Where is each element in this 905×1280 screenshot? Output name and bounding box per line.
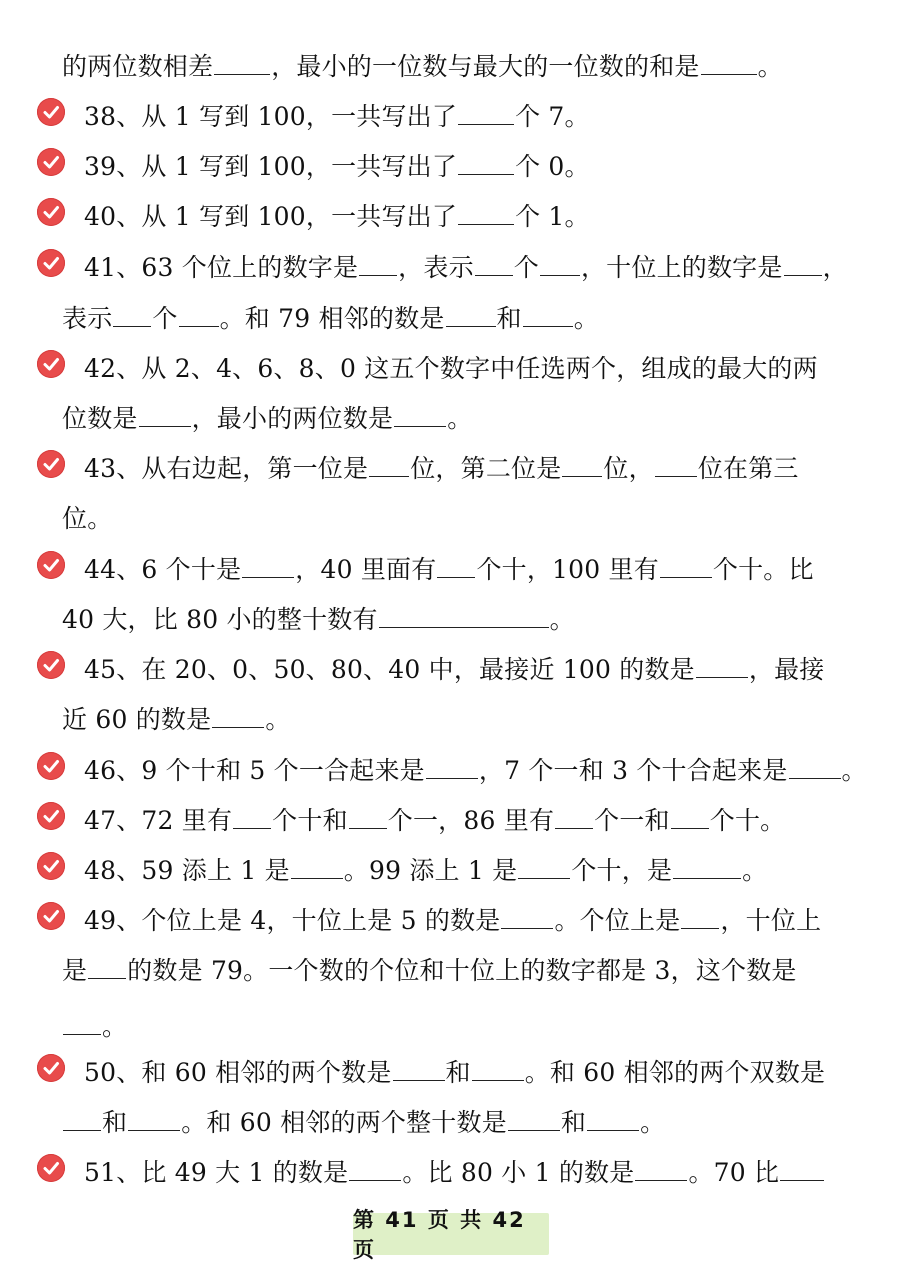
answer-blank	[63, 1098, 101, 1131]
text-segment: 位，	[603, 454, 654, 483]
text-segment: 的两位数相差	[62, 52, 214, 81]
text-segment: 46、9 个十和 5 个一合起来是	[84, 756, 425, 785]
question-44-line-1	[84, 545, 869, 595]
answer-blank	[113, 294, 151, 327]
text-segment: 。	[447, 404, 473, 433]
answer-blank	[458, 192, 514, 225]
answer-blank	[349, 1148, 401, 1181]
text-segment: 45、在 20、0、50、80、40 中，最接近 100 的数是	[84, 655, 695, 684]
text-segment: 40、从 1 写到 100，一共写出了	[84, 202, 458, 231]
text-segment: ，最小的一位数与最大的一位数的和是	[271, 52, 700, 81]
question-49-line-3	[62, 1002, 869, 1052]
text-segment: 43、从右边起，第一位是	[84, 454, 369, 483]
question-50-line-1	[84, 1048, 869, 1098]
answer-blank	[128, 1098, 180, 1131]
check-circle-icon	[37, 852, 65, 880]
answer-blank	[673, 846, 741, 879]
text-segment: 和	[560, 1108, 587, 1137]
question-47	[84, 796, 869, 846]
text-segment: ，十位上	[720, 906, 822, 935]
text-segment: 38、从 1 写到 100，一共写出了	[84, 102, 458, 131]
text-segment: 个一和	[594, 806, 670, 835]
text-segment: 和	[445, 1058, 471, 1087]
answer-blank	[242, 545, 294, 578]
question-43-line-1	[84, 444, 869, 494]
answer-blank	[349, 796, 387, 829]
question-46	[84, 746, 869, 796]
text-segment: 近 60 的数是	[62, 705, 212, 734]
answer-blank	[394, 394, 446, 427]
text-segment: ，十位上的数字是	[580, 253, 783, 282]
answer-blank	[359, 243, 397, 276]
answer-blank	[179, 294, 219, 327]
text-segment: 。	[549, 605, 575, 634]
text-segment: ，最接	[748, 655, 825, 684]
text-segment: 。	[757, 52, 783, 81]
answer-blank	[671, 796, 709, 829]
answer-blank	[696, 645, 748, 678]
text-segment: 51、比 49 大 1 的数是	[84, 1158, 349, 1187]
text-segment: 个十。比	[712, 555, 814, 584]
text-segment: 。比 80 小 1 的数是	[402, 1158, 635, 1187]
answer-blank	[681, 896, 719, 929]
text-segment: 位在第三	[697, 454, 799, 483]
answer-blank	[789, 746, 841, 779]
text-segment: 48、59 添上 1 是	[84, 856, 290, 885]
text-segment: ，7 个一和 3 个十合起来是	[478, 756, 788, 785]
question-48	[84, 846, 869, 896]
answer-blank	[379, 595, 549, 628]
text-segment: 个一，86 里有	[387, 806, 555, 835]
text-segment: ，表示	[398, 253, 474, 282]
check-circle-icon	[37, 651, 65, 679]
answer-blank	[780, 1148, 824, 1181]
check-circle-icon	[37, 98, 65, 126]
text-segment: 。个位上是	[554, 906, 681, 935]
question-40	[84, 192, 869, 242]
answer-blank	[562, 444, 602, 477]
answer-blank	[508, 1098, 560, 1131]
text-segment: 表示	[62, 304, 113, 333]
text-segment: 是	[62, 956, 88, 985]
answer-blank	[655, 444, 697, 477]
text-segment: 。	[573, 304, 599, 333]
answer-blank	[540, 243, 580, 276]
text-segment: 。和 60 相邻的两个双数是	[524, 1058, 826, 1087]
check-circle-icon	[37, 198, 65, 226]
answer-blank	[784, 243, 822, 276]
answer-blank	[88, 946, 126, 979]
answer-blank	[63, 1002, 101, 1035]
question-41-line-1	[84, 243, 869, 293]
answer-blank	[518, 846, 570, 879]
answer-blank	[214, 42, 270, 75]
check-circle-icon	[37, 752, 65, 780]
answer-blank	[233, 796, 271, 829]
check-circle-icon	[37, 148, 65, 176]
text-segment: 。99 添上 1 是	[343, 856, 518, 885]
answer-blank	[472, 1048, 524, 1081]
answer-blank	[212, 695, 264, 728]
check-circle-icon	[37, 350, 65, 378]
question-49-line-2	[62, 946, 869, 996]
text-segment: 个十，100 里有	[476, 555, 659, 584]
answer-blank	[555, 796, 593, 829]
text-segment: 个 0。	[515, 152, 590, 181]
question-37-continuation	[62, 42, 869, 92]
text-segment: 个十。	[709, 806, 786, 835]
question-45-line-1	[84, 645, 869, 695]
question-41-line-2	[62, 294, 869, 344]
answer-blank	[587, 1098, 639, 1131]
text-segment: 个十和	[272, 806, 348, 835]
question-45-line-2	[62, 695, 869, 745]
answer-blank	[458, 92, 514, 125]
answer-blank	[701, 42, 757, 75]
answer-blank	[139, 394, 191, 427]
answer-blank	[437, 545, 475, 578]
answer-blank	[426, 746, 478, 779]
check-circle-icon	[37, 902, 65, 930]
text-segment: 。	[841, 756, 867, 785]
question-42-line-1	[84, 344, 869, 394]
question-39	[84, 142, 869, 192]
answer-blank	[635, 1148, 687, 1181]
text-segment: 位。	[62, 504, 113, 533]
check-circle-icon	[37, 1154, 65, 1182]
answer-blank	[393, 1048, 445, 1081]
question-42-line-2	[62, 394, 869, 444]
text-segment: 。	[265, 705, 291, 734]
text-segment: 44、6 个十是	[84, 555, 242, 584]
question-44-line-2	[62, 595, 869, 645]
text-segment: 个 1。	[515, 202, 590, 231]
text-segment: ，	[822, 253, 848, 282]
answer-blank	[458, 142, 514, 175]
question-50-line-2	[62, 1098, 869, 1148]
text-segment: 。70 比	[688, 1158, 780, 1187]
text-segment: ，40 里面有	[295, 555, 437, 584]
answer-blank	[369, 444, 409, 477]
text-segment: 49、个位上是 4，十位上是 5 的数是	[84, 906, 501, 935]
text-segment: 40 大，比 80 小的整十数有	[62, 605, 378, 634]
answer-blank	[660, 545, 712, 578]
text-segment: 和	[102, 1108, 128, 1137]
text-segment: 。和 60 相邻的两个整十数是	[181, 1108, 507, 1137]
answer-blank	[501, 896, 553, 929]
text-segment: 。	[742, 856, 768, 885]
text-segment: 50、和 60 相邻的两个数是	[84, 1058, 392, 1087]
text-segment: 的数是 79。一个数的个位和十位上的数字都是 3，这个数是	[127, 956, 797, 985]
check-circle-icon	[37, 802, 65, 830]
text-segment: 。和 79 相邻的数是	[219, 304, 445, 333]
question-51	[84, 1148, 869, 1198]
page-number-label: 第 41 页 共 42 页	[353, 1208, 526, 1262]
text-segment: 个	[513, 253, 539, 282]
text-segment: 47、72 里有	[84, 806, 233, 835]
text-segment: 位，第二位是	[410, 454, 562, 483]
text-segment: 。	[640, 1108, 666, 1137]
text-segment: 。	[102, 1012, 128, 1041]
question-49-line-1	[84, 896, 869, 946]
check-circle-icon	[37, 249, 65, 277]
answer-blank	[523, 294, 573, 327]
text-segment: 个	[152, 304, 178, 333]
answer-blank	[446, 294, 496, 327]
text-segment: 41、63 个位上的数字是	[84, 253, 359, 282]
check-circle-icon	[37, 1054, 65, 1082]
text-segment: 39、从 1 写到 100，一共写出了	[84, 152, 458, 181]
text-segment: 42、从 2、4、6、8、0 这五个数字中任选两个，组成的最大的两	[84, 354, 818, 383]
check-circle-icon	[37, 551, 65, 579]
text-segment: 个 7。	[515, 102, 590, 131]
text-segment: ，最小的两位数是	[191, 404, 394, 433]
text-segment: 位数是	[62, 404, 138, 433]
check-circle-icon	[37, 450, 65, 478]
page-number-footer	[353, 1208, 549, 1262]
text-segment: 个十，是	[571, 856, 673, 885]
answer-blank	[475, 243, 513, 276]
answer-blank	[291, 846, 343, 879]
text-segment: 和	[496, 304, 522, 333]
question-43-line-2	[62, 494, 869, 544]
question-38	[84, 92, 869, 142]
